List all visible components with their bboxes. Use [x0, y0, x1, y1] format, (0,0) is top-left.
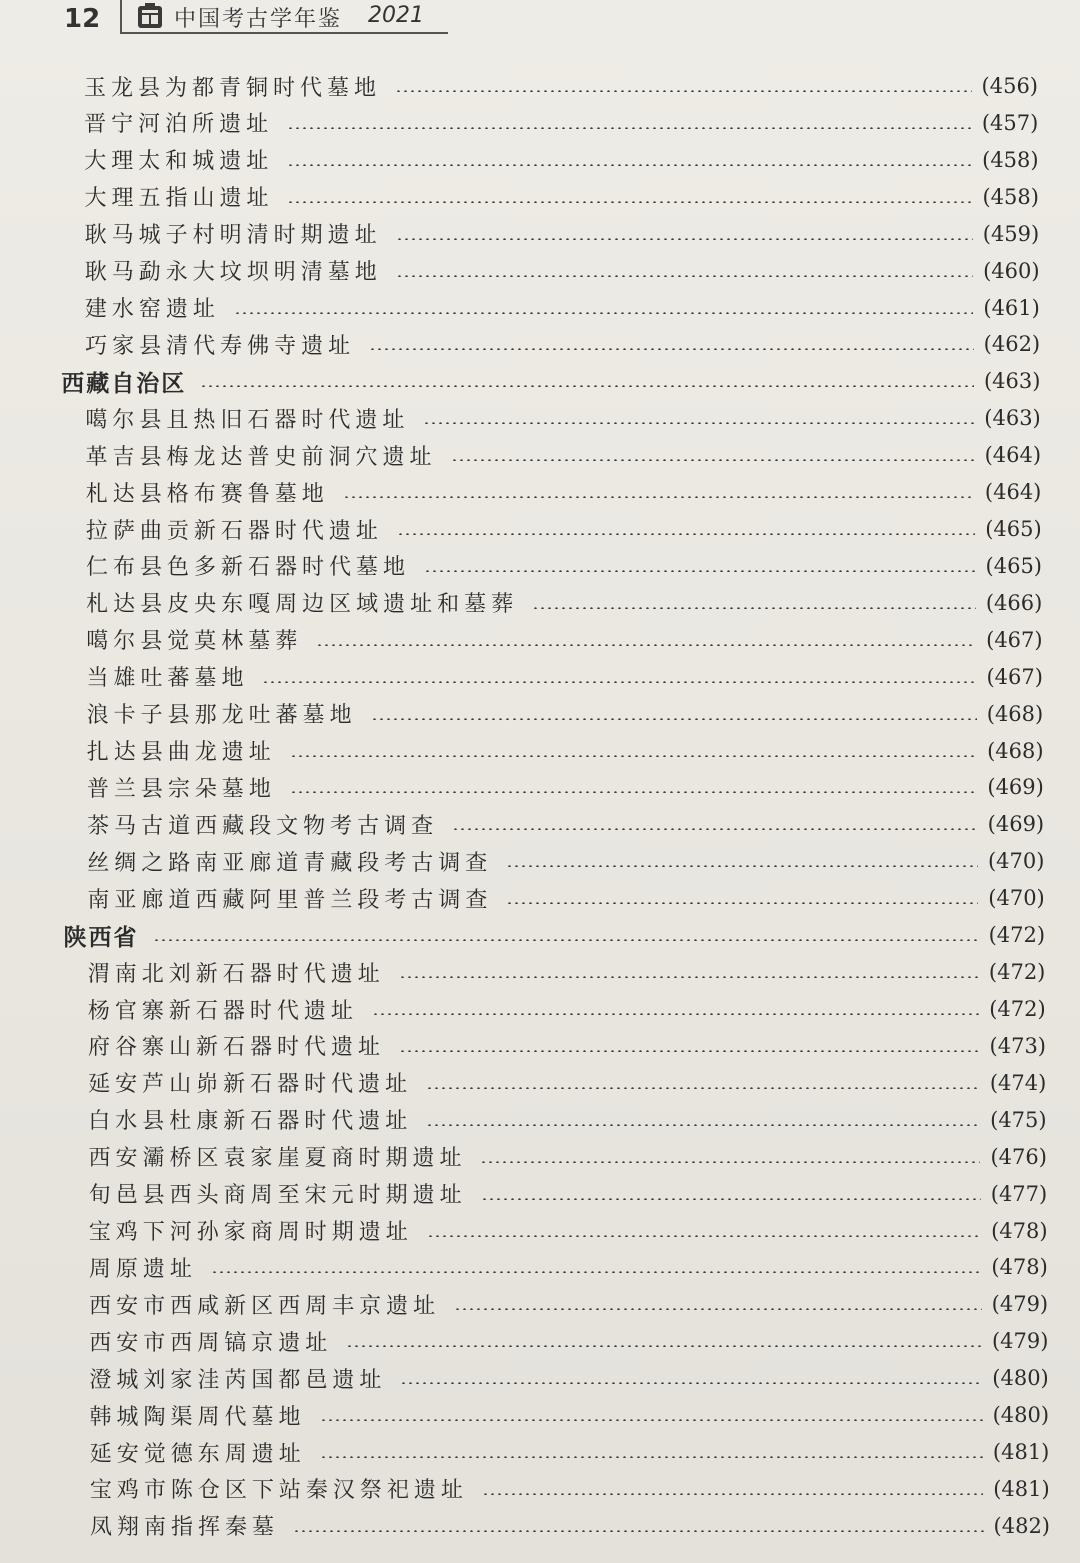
toc-entry-page: (467) — [986, 664, 1043, 689]
toc-entry-page: (464) — [984, 480, 1042, 505]
toc-entry-page: (459) — [982, 221, 1040, 246]
toc-entry-page: (472) — [988, 923, 1046, 948]
toc-entry — [88, 1028, 1046, 1064]
toc-entry-page: (476) — [990, 1144, 1047, 1169]
toc-entry-title: 丝绸之路南亚廊道青藏段考古调查 — [87, 850, 493, 876]
toc-entry-page: (477) — [990, 1181, 1048, 1206]
toc-entry-title: 延安芦山峁新石器时代遗址 — [88, 1072, 413, 1098]
toc-entry-title: 仁布县色多新石器时代墓地 — [86, 555, 411, 581]
toc-entry-page: (456) — [981, 74, 1038, 98]
toc-entry — [90, 1434, 1050, 1470]
dot-leader — [506, 902, 978, 904]
toc-entry — [89, 1249, 1048, 1285]
toc-entry-page: (479) — [991, 1329, 1049, 1354]
toc-entry-title: 旬邑县西头商周至宋元时期遗址 — [88, 1183, 467, 1209]
toc-entry-title: 浪卡子县那龙吐蕃墓地 — [86, 703, 357, 729]
toc-entry — [89, 1286, 1048, 1322]
dot-leader — [426, 1087, 980, 1089]
toc-entry-page: (460) — [983, 258, 1040, 283]
toc-entry — [89, 1213, 1048, 1249]
toc-entry-title: 普兰县宗朵墓地 — [86, 776, 276, 802]
dot-leader — [343, 496, 975, 498]
toc-entry — [86, 548, 1042, 584]
toc-entry-page: (480) — [992, 1366, 1049, 1391]
toc-entry-title: 耿马城子村明清时期遗址 — [84, 223, 382, 249]
toc-entry-title: 耿马勐永大坟坝明清墓地 — [84, 260, 382, 286]
toc-entry-title: 宝鸡市陈仓区下站秦汉祭祀遗址 — [89, 1478, 468, 1504]
toc-entry — [89, 1176, 1048, 1212]
toc-entry — [86, 659, 1042, 695]
toc-entry — [86, 437, 1042, 473]
toc-entry — [87, 806, 1044, 842]
dot-leader — [423, 422, 974, 424]
toc-entry — [84, 142, 1038, 178]
toc-entry-title: 西安灞桥区袁家崖夏商时期遗址 — [88, 1146, 467, 1172]
toc-entry — [86, 622, 1042, 658]
book-title: 中国考古学年鉴 — [174, 7, 343, 32]
toc-entry-page: (482) — [993, 1513, 1050, 1538]
toc-entry-page: (472) — [989, 997, 1046, 1021]
dot-leader — [369, 348, 974, 350]
toc-entry — [85, 216, 1040, 252]
toc-entry-page: (469) — [987, 812, 1045, 837]
toc-entry-title: 西藏自治区 — [61, 370, 187, 397]
dot-leader — [397, 533, 975, 535]
toc-entry — [87, 769, 1044, 805]
toc-entry — [90, 1471, 1050, 1507]
toc-entry-title: 革吉县梅龙达普史前洞穴遗址 — [85, 444, 437, 470]
toc-entry-page: (481) — [993, 1476, 1050, 1501]
dot-leader — [316, 644, 976, 646]
toc-entry-title: 杨官寨新石器时代遗址 — [87, 998, 358, 1024]
toc-entry-page: (468) — [986, 701, 1044, 726]
toc-entry-title: 晋宁河泊所遗址 — [84, 112, 274, 138]
toc-entry — [89, 1323, 1048, 1359]
toc-entry-title: 延安觉德东周遗址 — [89, 1441, 306, 1467]
dot-leader — [200, 385, 974, 387]
toc-entry-page: (479) — [991, 1292, 1049, 1317]
dot-leader — [290, 791, 977, 793]
toc-entry-page: (466) — [985, 590, 1043, 615]
toc-section-heading — [61, 363, 1040, 399]
dot-leader — [480, 1161, 980, 1163]
toc-entry-title: 拉萨曲贡新石器时代遗址 — [85, 518, 383, 544]
dot-leader — [532, 607, 976, 609]
toc-entry — [86, 585, 1042, 621]
toc-entry-page: (468) — [987, 738, 1044, 763]
toc-entry — [87, 696, 1044, 732]
toc-entry-title: 札达县皮央东嘎周边区域遗址和墓葬 — [86, 592, 519, 618]
toc-entry — [87, 880, 1044, 916]
toc-entry — [89, 1360, 1048, 1396]
page-number: 12 — [64, 4, 101, 34]
toc-entry-page: (480) — [992, 1403, 1050, 1428]
dot-leader — [399, 1050, 980, 1052]
toc-entry-title: 扎达县曲龙遗址 — [86, 740, 276, 766]
dot-leader — [287, 201, 972, 203]
toc-entry-page: (470) — [988, 886, 1045, 911]
toc-entry-page: (462) — [983, 332, 1041, 357]
toc-entry-page: (457) — [981, 110, 1039, 135]
toc-entry-title: 巧家县清代寿佛寺遗址 — [85, 333, 356, 359]
toc-entry-title: 西安市西咸新区西周丰京遗址 — [89, 1293, 441, 1319]
toc-entry-page: (469) — [987, 775, 1044, 800]
toc-entry — [86, 511, 1042, 547]
dot-leader — [451, 459, 975, 461]
dot-leader — [371, 718, 977, 720]
toc-entry — [85, 253, 1040, 289]
toc-entry — [85, 400, 1040, 436]
toc-entry-page: (463) — [983, 369, 1041, 394]
toc-entry-title: 大理太和城遗址 — [84, 149, 274, 175]
dot-leader — [234, 312, 973, 314]
dot-leader — [481, 1198, 981, 1200]
toc-entry-title: 澄城刘家洼芮国都邑遗址 — [89, 1367, 387, 1393]
toc-entry-page: (467) — [986, 627, 1043, 652]
dot-leader — [262, 681, 976, 683]
toc-entry — [87, 733, 1044, 769]
toc-entry-title: 陕西省 — [63, 924, 139, 951]
dot-leader — [396, 238, 973, 240]
dot-leader — [454, 1308, 982, 1310]
dot-leader — [293, 1530, 984, 1532]
dot-leader — [424, 570, 976, 572]
toc-entry-page: (470) — [987, 849, 1045, 874]
toc-entry-page: (475) — [990, 1107, 1047, 1132]
toc-entry — [88, 991, 1046, 1027]
dot-leader — [395, 90, 972, 92]
toc-entry-title: 西安市西周镐京遗址 — [89, 1330, 333, 1356]
dot-leader — [452, 828, 978, 830]
dot-leader — [290, 755, 977, 757]
toc-entry — [86, 474, 1042, 510]
toc-entry-page: (465) — [985, 517, 1042, 542]
toc-entry-title: 凤翔南指挥秦墓 — [90, 1515, 280, 1541]
dot-leader — [153, 939, 979, 941]
toc-entry-title: 宝鸡下河孙家商周时期遗址 — [88, 1220, 413, 1246]
toc-entry-page: (474) — [989, 1070, 1047, 1095]
toc-entry — [90, 1508, 1050, 1544]
toc-entry-page: (458) — [982, 147, 1039, 172]
toc-entry — [90, 1397, 1050, 1433]
toc-entry-page: (461) — [983, 295, 1040, 320]
toc-entry-title: 茶马古道西藏段文物考古调查 — [87, 813, 439, 839]
toc-entry-page: (463) — [984, 406, 1041, 431]
book-year: 2021 — [368, 3, 424, 28]
dot-leader — [287, 127, 972, 129]
dot-leader — [320, 1456, 983, 1458]
toc-entry-page: (465) — [985, 553, 1042, 578]
dot-leader — [372, 1013, 979, 1015]
toc-entry — [88, 1065, 1046, 1101]
toc-entry-title: 渭南北刘新石器时代遗址 — [87, 961, 385, 987]
dot-leader — [346, 1345, 982, 1347]
toc-section-heading — [64, 917, 1046, 953]
toc-entry-title: 玉龙县为都青铜时代墓地 — [84, 75, 382, 101]
dot-leader — [482, 1493, 983, 1495]
toc-entry-title: 白水县杜康新石器时代遗址 — [88, 1109, 413, 1135]
toc-entry-page: (472) — [988, 960, 1046, 985]
dot-leader — [287, 164, 972, 166]
toc-entry — [84, 179, 1038, 215]
toc-entry-page: (464) — [984, 443, 1042, 468]
dot-leader — [427, 1235, 981, 1237]
toc-entry-title: 南亚廊道西藏阿里普兰段考古调查 — [87, 887, 493, 913]
toc-entry — [84, 105, 1038, 141]
toc-entry-page: (458) — [982, 184, 1039, 209]
toc-entry — [88, 954, 1046, 990]
dot-leader — [320, 1419, 983, 1421]
dot-leader — [399, 976, 979, 978]
toc-entry-title: 当雄吐蕃墓地 — [86, 666, 249, 692]
toc-entry-page: (473) — [989, 1033, 1046, 1058]
toc-entry-title: 大理五指山遗址 — [84, 186, 274, 212]
dot-leader — [506, 865, 978, 867]
toc-entry-title: 噶尔县觉莫林墓葬 — [86, 629, 303, 655]
toc-entry-title: 噶尔县且热旧石器时代遗址 — [85, 407, 410, 433]
toc-entry-title: 韩城陶渠周代墓地 — [89, 1404, 306, 1430]
dot-leader — [211, 1271, 981, 1273]
toc-entry — [85, 326, 1040, 362]
toc-entry — [84, 68, 1038, 104]
toc-entry-page: (478) — [991, 1255, 1048, 1280]
toc-entry — [87, 843, 1044, 879]
toc-entry-page: (481) — [992, 1440, 1050, 1465]
toc-entry-title: 札达县格布赛鲁墓地 — [85, 481, 329, 507]
dot-leader — [400, 1382, 982, 1384]
dot-leader — [396, 275, 973, 277]
toc-entry-title: 建水窑遗址 — [84, 297, 220, 323]
dot-leader — [426, 1124, 980, 1126]
toc-entry-title: 周原遗址 — [88, 1256, 197, 1282]
toc-entry — [85, 290, 1040, 326]
toc-entry-page: (478) — [991, 1218, 1048, 1243]
toc-entry — [88, 1139, 1046, 1175]
toc-entry-title: 府谷寨山新石器时代遗址 — [88, 1035, 386, 1061]
toc-entry — [88, 1102, 1046, 1138]
